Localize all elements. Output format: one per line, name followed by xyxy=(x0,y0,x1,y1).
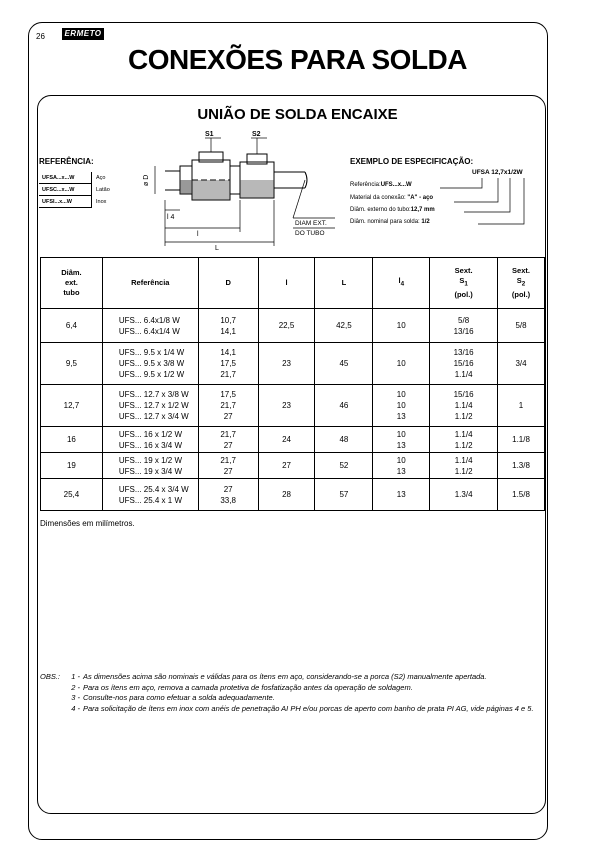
cell-D xyxy=(198,385,258,427)
cell-s2: 1.3/8 xyxy=(498,453,545,479)
cell-refs-line: UFS... 19 x 1/2 W xyxy=(118,455,183,465)
obs-text: Para solicitação de ítens em inox com anéis de penetração AI PH e/ou porcas de aperto com banho de prata PI AG, vide páginas 4 e 5. xyxy=(83,703,534,713)
cell-s1-line: 1.3/4 xyxy=(454,490,473,499)
cell-diam: 19 xyxy=(41,453,103,479)
table-row xyxy=(41,427,545,453)
cell-D xyxy=(198,479,258,511)
cell-s1 xyxy=(430,453,498,479)
table-row xyxy=(41,385,545,427)
header-diam: Diâm. ext. tubo xyxy=(41,258,103,309)
cell-refs xyxy=(102,427,198,453)
drawing-label-l4: l 4 xyxy=(167,214,175,221)
drawing-label-s1: S1 xyxy=(205,131,214,138)
obs-text: As dimensões acima são nominais e válidas para os ítens em aço, considerando-se a porca (S2) manualmente apertada. xyxy=(83,672,487,681)
referencia-table xyxy=(39,172,113,208)
table-row xyxy=(41,453,545,479)
exemplo-line xyxy=(350,182,412,188)
cell-L: 45 xyxy=(315,343,373,385)
cell-l: 23 xyxy=(258,385,315,427)
header-s1: Sext. $S_1$ (pol.) xyxy=(430,258,498,309)
cell-D-line: 27 xyxy=(223,466,233,476)
cell-diam: 6,4 xyxy=(41,309,103,343)
obs-number: 4 - xyxy=(71,703,80,713)
cell-refs-line: UFS... 12.7 x 3/8 W xyxy=(118,390,189,399)
cell-s1 xyxy=(430,309,498,343)
header-l: l xyxy=(258,258,315,309)
referencia-heading: REFERÊNCIA: xyxy=(39,157,94,166)
dimensions-table xyxy=(40,257,545,511)
cell-l4-line: 10 xyxy=(396,429,406,439)
cell-s1-line: 13/16 xyxy=(453,326,474,336)
cell-l4 xyxy=(373,343,430,385)
cell-l4-line: 13 xyxy=(396,440,406,450)
cell-D-line: 21,7 xyxy=(220,401,236,410)
drawing-label-l: l xyxy=(197,231,199,238)
cell-s1 xyxy=(430,427,498,453)
cell-l4 xyxy=(373,479,430,511)
obs-text: Consulte-nos para como efetuar a solda adequadamente. xyxy=(83,693,275,702)
ref-code: UFSI...x...W xyxy=(39,196,92,208)
cell-D xyxy=(198,453,258,479)
page-number: 26 xyxy=(36,32,45,41)
cell-D xyxy=(198,309,258,343)
cell-l: 24 xyxy=(258,427,315,453)
obs-label: OBS.: xyxy=(40,672,61,681)
cell-D-line: 21,7 xyxy=(220,370,236,379)
cell-D-line: 27 xyxy=(223,440,233,450)
cell-refs-line: UFS... 6.4x1/8 W xyxy=(118,315,180,325)
obs-label xyxy=(40,693,66,704)
cell-l4 xyxy=(373,427,430,453)
exemplo-value: "A" - aço xyxy=(407,195,434,201)
cell-D-line: 14,1 xyxy=(220,348,236,357)
drawing-label-do-tubo: DO TUBO xyxy=(295,230,325,237)
cell-l4-line: 13 xyxy=(396,466,406,476)
cell-refs-line: UFS... 16 x 3/4 W xyxy=(118,440,183,450)
cell-D-line: 27 xyxy=(223,412,233,421)
cell-diam: 12,7 xyxy=(41,385,103,427)
header-L: L xyxy=(315,258,373,309)
cell-l4-line: 10 xyxy=(396,359,406,368)
cell-refs-line: UFS... 9.5 x 1/2 W xyxy=(118,370,185,379)
section-title: UNIÃO DE SOLDA ENCAIXE xyxy=(197,106,398,123)
exemplo-value: 12,7 mm xyxy=(410,207,435,213)
cell-D-line: 27 xyxy=(223,484,233,494)
cell-D-line: 33,8 xyxy=(220,495,236,505)
cell-s2: 3/4 xyxy=(498,343,545,385)
cell-s1-line: 1.1/2 xyxy=(454,412,473,421)
cell-l4 xyxy=(373,453,430,479)
cell-refs xyxy=(102,385,198,427)
ref-code: UFSC...x...W xyxy=(39,184,92,196)
exemplo-value: 1/2 xyxy=(421,219,430,225)
exemplo-value: UFS...x...W xyxy=(380,182,412,188)
cell-refs xyxy=(102,309,198,343)
cell-L: 52 xyxy=(315,453,373,479)
cell-D-line: 21,7 xyxy=(220,429,236,439)
cell-l: 22,5 xyxy=(258,309,315,343)
cell-diam: 25,4 xyxy=(41,479,103,511)
cell-D-line: 14,1 xyxy=(220,326,236,336)
table-header-row xyxy=(41,258,545,309)
cell-D xyxy=(198,427,258,453)
cell-s1-line: 1.1/2 xyxy=(454,440,473,450)
cell-l: 27 xyxy=(258,453,315,479)
cell-L: 48 xyxy=(315,427,373,453)
exemplo-code: UFSA 12,7x1/2W xyxy=(472,169,523,176)
cell-l4 xyxy=(373,385,430,427)
referencia-row xyxy=(39,196,113,208)
ref-code: UFSA...x...W xyxy=(39,172,92,184)
cell-s1 xyxy=(430,385,498,427)
drawing-label-s2: S2 xyxy=(252,131,261,138)
cell-s1-line: 1.1/4 xyxy=(454,401,473,410)
ref-material: Aço xyxy=(96,174,106,181)
obs-number: 3 - xyxy=(71,693,80,702)
fitting-drawing xyxy=(135,128,350,253)
exemplo-label: Referência: xyxy=(350,182,381,188)
drawing-label-diam-ext: DIAM EXT. xyxy=(295,220,327,227)
cell-s1-line: 5/8 xyxy=(458,315,470,325)
cell-s1-line: 1.1/4 xyxy=(454,370,473,379)
cell-l4-line: 10 xyxy=(396,455,406,465)
cell-s1-line: 1.1/4 xyxy=(454,429,473,439)
exemplo-line xyxy=(350,207,435,213)
exemplo-heading: EXEMPLO DE ESPECIFICAÇÃO: xyxy=(350,157,474,166)
cell-D-line: 17,5 xyxy=(220,390,236,399)
header-s2: Sext. $S_2$ (pol.) xyxy=(498,258,545,309)
obs-item xyxy=(40,704,540,715)
cell-diam: 16 xyxy=(41,427,103,453)
cell-l4-line: 13 xyxy=(396,412,406,421)
drawing-label-L: L xyxy=(215,245,219,252)
obs-number: 1 - xyxy=(71,672,80,681)
obs-number: 2 - xyxy=(71,682,80,692)
cell-refs-line: UFS... 12.7 x 1/2 W xyxy=(118,401,189,410)
cell-D-line: 17,5 xyxy=(220,359,236,368)
header-D: D xyxy=(198,258,258,309)
table-row xyxy=(41,309,545,343)
cell-refs xyxy=(102,453,198,479)
cell-s1-line: 1.1/4 xyxy=(454,455,473,465)
units-note: Dimensões em milímetros. xyxy=(40,519,135,528)
cell-L: 46 xyxy=(315,385,373,427)
header-referencia: Referência xyxy=(102,258,198,309)
cell-s1-line: 1.1/2 xyxy=(454,466,473,476)
cell-refs-line: UFS... 19 x 3/4 W xyxy=(118,466,183,476)
observations xyxy=(40,672,540,714)
cell-s2: 1.5/8 xyxy=(498,479,545,511)
cell-l: 23 xyxy=(258,343,315,385)
referencia-row xyxy=(39,172,113,184)
cell-refs-line: UFS... 25.4 x 3/4 W xyxy=(118,484,189,494)
cell-s1-line: 15/16 xyxy=(453,359,474,368)
obs-label xyxy=(40,704,66,715)
cell-l4-line: 10 xyxy=(396,401,406,410)
exemplo-line xyxy=(350,219,430,225)
cell-s2: 1.1/8 xyxy=(498,427,545,453)
table-row xyxy=(41,343,545,385)
exemplo-leader-lines xyxy=(440,176,535,226)
cell-refs xyxy=(102,343,198,385)
obs-item xyxy=(40,693,540,704)
exemplo-label: Diâm. externo do tubo: xyxy=(350,207,411,213)
cell-refs-line: UFS... 16 x 1/2 W xyxy=(118,429,183,439)
cell-l4-line: 10 xyxy=(396,321,406,330)
drawing-label-d: ø D xyxy=(143,174,150,186)
exemplo-line xyxy=(350,195,433,201)
ref-material: Inox xyxy=(96,198,107,205)
referencia-row xyxy=(39,184,113,196)
cell-l4 xyxy=(373,309,430,343)
table-row xyxy=(41,479,545,511)
cell-D xyxy=(198,343,258,385)
brand-logo: ERMETO xyxy=(62,28,104,40)
cell-D-line: 10,7 xyxy=(220,315,236,325)
ref-material: Latão xyxy=(96,186,110,193)
cell-s1-line: 13/16 xyxy=(453,348,474,357)
cell-s2: 1 xyxy=(498,385,545,427)
cell-s1 xyxy=(430,343,498,385)
obs-item xyxy=(40,672,540,683)
exemplo-label: Diâm. nominal para solda: xyxy=(350,219,422,225)
cell-refs-line: UFS... 25.4 x 1 W xyxy=(118,495,183,505)
obs-label xyxy=(40,683,66,694)
cell-l4-line: 10 xyxy=(396,390,406,399)
cell-s1-line: 15/16 xyxy=(453,390,474,399)
exemplo-label: Material da conexão: xyxy=(350,195,408,201)
obs-item xyxy=(40,683,540,694)
cell-refs xyxy=(102,479,198,511)
cell-refs-line: UFS... 9.5 x 3/8 W xyxy=(118,359,185,368)
cell-refs-line: UFS... 6.4x1/4 W xyxy=(118,326,180,336)
cell-L: 42,5 xyxy=(315,309,373,343)
obs-text: Para os ítens em aço, remova a camada protetiva de fosfatização antes da operação de soldagem. xyxy=(83,682,413,692)
cell-D-line: 21,7 xyxy=(220,455,236,465)
cell-s2: 5/8 xyxy=(498,309,545,343)
cell-s1 xyxy=(430,479,498,511)
header-l4: $l_4$ xyxy=(373,258,430,309)
cell-diam: 9,5 xyxy=(41,343,103,385)
cell-l: 28 xyxy=(258,479,315,511)
cell-l4-line: 13 xyxy=(396,490,406,499)
cell-refs-line: UFS... 9.5 x 1/4 W xyxy=(118,348,185,357)
cell-refs-line: UFS... 12.7 x 3/4 W xyxy=(118,412,189,421)
cell-L: 57 xyxy=(315,479,373,511)
page-title: CONEXÕES PARA SOLDA xyxy=(128,44,467,75)
